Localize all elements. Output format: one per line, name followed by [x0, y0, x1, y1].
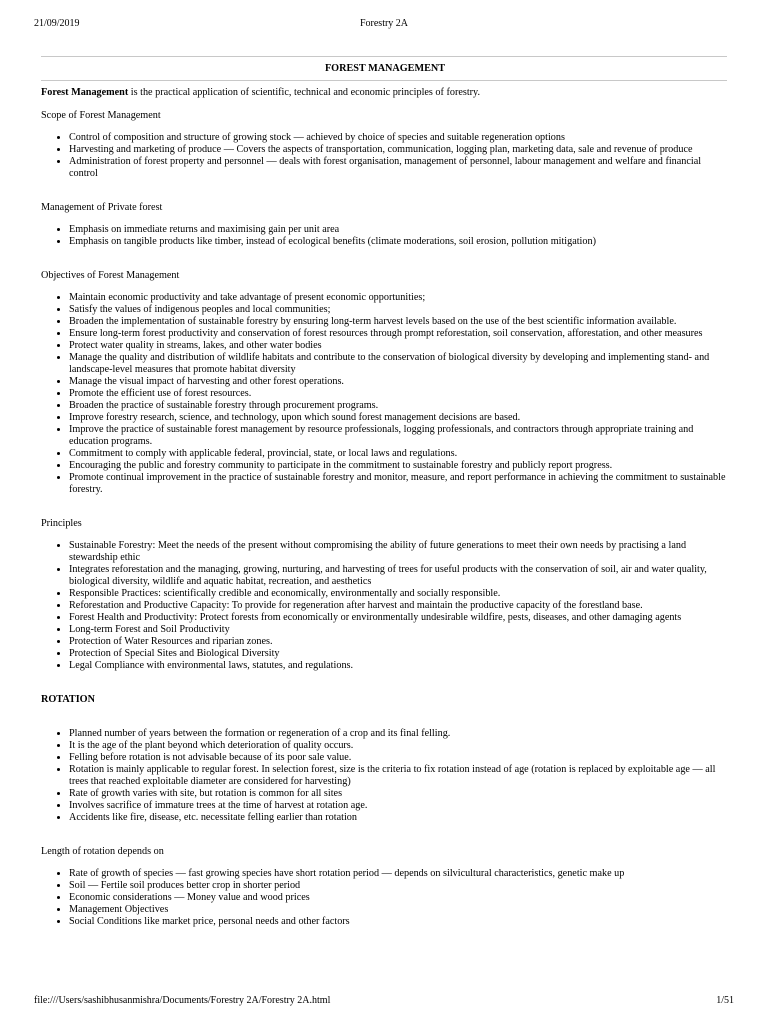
list-item: • Rotation is mainly applicable to regular forest. In selection forest, size is the criteria to fix rotation instead of age (rotation is replaced by exploitable age — all trees that reached exploitable diameter are considered for harvesting)	[69, 764, 729, 788]
list-item: • Improve the practice of sustainable forest management by resource professionals, logging professionals, and contractors through appropriate training and education programs.	[69, 424, 729, 448]
private-list	[41, 224, 729, 248]
objectives-list	[41, 292, 729, 496]
scope-heading: Scope of Forest Management	[41, 110, 161, 121]
list-item: • Accidents like fire, disease, etc. necessitate felling earlier than rotation	[69, 812, 729, 824]
top-rule	[41, 56, 727, 57]
list-item: • Forest Health and Productivity: Protect forests from economically or environmentally undesirable wildfire, pests, diseases, and other damaging agents	[69, 612, 729, 624]
private-heading: Management of Private forest	[41, 202, 163, 213]
length-heading: Length of rotation depends on	[41, 846, 164, 857]
intro-paragraph	[41, 87, 729, 99]
document-body	[41, 63, 729, 928]
list-item: • Manage the visual impact of harvesting and other forest operations.	[69, 376, 729, 388]
list-item: • Promote the efficient use of forest resources.	[69, 388, 729, 400]
list-item: • Broaden the practice of sustainable forestry through procurement programs.	[69, 400, 729, 412]
list-item: • Commitment to comply with applicable federal, provincial, state, or local laws and regulations.	[69, 448, 729, 460]
rotation-heading: ROTATION	[41, 694, 95, 705]
list-item: • Soil — Fertile soil produces better crop in shorter period	[69, 880, 729, 892]
scope-list	[41, 132, 729, 180]
intro-term: Forest Management	[41, 87, 129, 98]
file-path: file:///Users/sashibhusanmishra/Documents/Forestry 2A/Forestry 2A.html	[34, 995, 331, 1006]
list-item: • Administration of forest property and personnel — deals with forest organisation, management of personnel, labour management and welfare and financial control	[69, 156, 729, 180]
list-item: • Involves sacrifice of immature trees at the time of harvest at rotation age.	[69, 800, 729, 812]
list-item: • Sustainable Forestry: Meet the needs of the present without compromising the ability of future generations to meet their own needs by practising a land stewardship ethic	[69, 540, 729, 564]
list-item: • Legal Compliance with environmental laws, statutes, and regulations.	[69, 660, 729, 672]
list-item: • Satisfy the values of indigenous peoples and local communities;	[69, 304, 729, 316]
list-item: • Promote continual improvement in the practice of sustainable forestry and monitor, measure, and report performance in achieving the commitment to sustainable forestry.	[69, 472, 729, 496]
list-item: • Management Objectives	[69, 904, 729, 916]
page-title: FOREST MANAGEMENT	[324, 63, 446, 74]
list-item: • Maintain economic productivity and take advantage of present economic opportunities;	[69, 292, 729, 304]
list-item: • Protection of Special Sites and Biological Diversity	[69, 648, 729, 660]
page-number: 1/51	[716, 995, 734, 1006]
print-date: 21/09/2019	[34, 18, 80, 29]
objectives-heading: Objectives of Forest Management	[41, 270, 180, 281]
list-item: • Encouraging the public and forestry community to participate in the commitment to sustainable forestry and publicly report progress.	[69, 460, 729, 472]
list-item: • Integrates reforestation and the managing, growing, nurturing, and harvesting of trees for useful products with the conservation of soil, air and water quality, biological diversity, wildlife and aquatic habitat, recreation, and aesthetics	[69, 564, 729, 588]
list-item: • Economic considerations — Money value and wood prices	[69, 892, 729, 904]
list-item: • Emphasis on tangible products like timber, instead of ecological benefits (climate moderations, soil erosion, pollution mitigation)	[69, 236, 729, 248]
list-item: • Manage the quality and distribution of wildlife habitats and contribute to the conservation of biological diversity by developing and implementing stand- and landscape-level measures that promote habitat diversity	[69, 352, 729, 376]
list-item: • Long-term Forest and Soil Productivity	[69, 624, 729, 636]
list-item: • Rate of growth varies with site, but rotation is common for all sites	[69, 788, 729, 800]
principles-heading: Principles	[41, 518, 82, 529]
list-item: • Protection of Water Resources and riparian zones.	[69, 636, 729, 648]
length-list	[41, 868, 729, 928]
list-item: • Ensure long-term forest productivity and conservation of forest resources through prompt reforestation, soil conservation, afforestation, and other measures	[69, 328, 729, 340]
list-item: • Harvesting and marketing of produce — Covers the aspects of transportation, communication, logging plan, marketing data, sale and revenue of produce	[69, 144, 729, 156]
list-item: • Planned number of years between the formation or regeneration of a crop and its final felling.	[69, 728, 729, 740]
list-item: • Responsible Practices: scientifically credible and economically, environmentally and socially responsible.	[69, 588, 729, 600]
list-item: • It is the age of the plant beyond which deterioration of quality occurs.	[69, 740, 729, 752]
list-item: • Rate of growth of species — fast growing species have short rotation period — depends on silvicultural characteristics, genetic make up	[69, 868, 729, 880]
list-item: • Social Conditions like market price, personal needs and other factors	[69, 916, 729, 928]
list-item: • Control of composition and structure of growing stock — achieved by choice of species and suitable regeneration options	[69, 132, 729, 144]
principles-list	[41, 540, 729, 672]
rotation-list	[41, 728, 729, 824]
intro-text: is the practical application of scientific, technical and economic principles of forestry.	[128, 87, 481, 98]
list-item: • Felling before rotation is not advisable because of its poor sale value.	[69, 752, 729, 764]
list-item: • Improve forestry research, science, and technology, upon which sound forest management decisions are based.	[69, 412, 729, 424]
list-item: • Emphasis on immediate returns and maximising gain per unit area	[69, 224, 729, 236]
list-item: • Reforestation and Productive Capacity: To provide for regeneration after harvest and maintain the productive capacity of the forestland base.	[69, 600, 729, 612]
list-item: • Broaden the implementation of sustainable forestry by ensuring long-term harvest levels based on the use of the best scientific information available.	[69, 316, 729, 328]
print-title: Forestry 2A	[359, 18, 409, 29]
list-item: • Protect water quality in streams, lakes, and other water bodies	[69, 340, 729, 352]
